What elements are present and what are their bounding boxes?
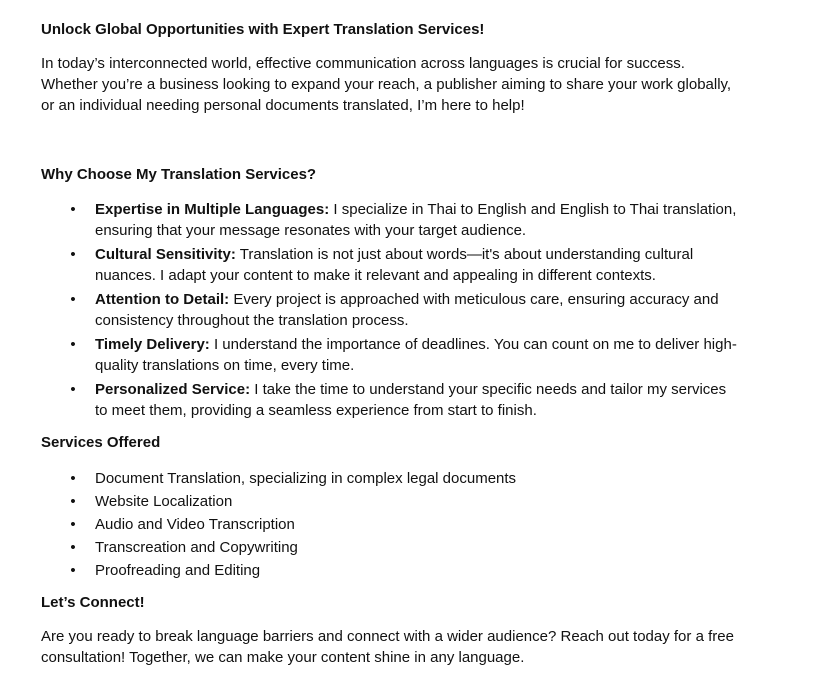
bullet-icon: • [70, 562, 76, 579]
page-title: Unlock Global Opportunities with Expert Translation Services! [41, 21, 485, 38]
service-text: Proofreading and Editing [95, 562, 261, 579]
list-item [41, 491, 741, 512]
benefit-label: Personalized Service: [95, 381, 251, 398]
services-list [41, 468, 741, 583]
bullet-icon: • [70, 516, 76, 533]
benefit-text: Every project is approached with meticulous care, ensuring accuracy and consistency throughout the translation process. [95, 291, 719, 329]
bullet-icon: • [70, 493, 76, 510]
service-text: Document Translation, specializing in complex legal documents [95, 470, 517, 487]
intro-paragraph: In today’s interconnected world, effective communication across languages is crucial for success. Whether you’re a business looking to expand your reach, a publisher aiming to share your work globally, or an individual needing personal documents translated, I’m here to help! [41, 55, 732, 114]
connect-heading: Let’s Connect! [41, 594, 145, 611]
bullet-icon: • [70, 381, 76, 398]
list-item [41, 244, 741, 286]
service-text: Audio and Video Transcription [95, 516, 295, 533]
benefit-label: Expertise in Multiple Languages: [95, 201, 330, 218]
benefit-label: Attention to Detail: [95, 291, 230, 308]
bullet-icon: • [70, 539, 76, 556]
benefits-list [41, 199, 741, 424]
why-heading: Why Choose My Translation Services? [41, 166, 317, 183]
benefit-text: I understand the importance of deadlines. You can count on me to deliver high-quality translations on time, every time. [95, 336, 737, 374]
benefit-text: Translation is not just about words—it's about understanding cultural nuances. I adapt your content to make it relevant and appealing in different contexts. [95, 246, 694, 284]
list-item [41, 199, 741, 241]
benefit-label: Cultural Sensitivity: [95, 246, 236, 263]
list-item [41, 379, 741, 421]
list-item [41, 560, 741, 581]
connect-paragraph: Are you ready to break language barriers and connect with a wider audience? Reach out today for a free consultation! Together, we can make your content shine in any language. [41, 628, 734, 666]
bullet-icon: • [70, 291, 76, 308]
benefit-label: Timely Delivery: [95, 336, 210, 353]
service-text: Website Localization [95, 493, 233, 510]
bullet-icon: • [70, 336, 76, 353]
bullet-icon: • [70, 246, 76, 263]
bullet-icon: • [70, 470, 76, 487]
list-item [41, 334, 741, 376]
bullet-icon: • [70, 201, 76, 218]
service-text: Transcreation and Copywriting [95, 539, 298, 556]
list-item [41, 514, 741, 535]
benefit-text: I take the time to understand your specific needs and tailor my services to meet them, providing a seamless experience from start to finish. [95, 381, 727, 419]
benefit-text: I specialize in Thai to English and English to Thai translation, ensuring that your message resonates with your target audience. [95, 201, 737, 239]
services-heading: Services Offered [41, 434, 161, 451]
list-item [41, 537, 741, 558]
list-item [41, 468, 741, 489]
list-item [41, 289, 741, 331]
